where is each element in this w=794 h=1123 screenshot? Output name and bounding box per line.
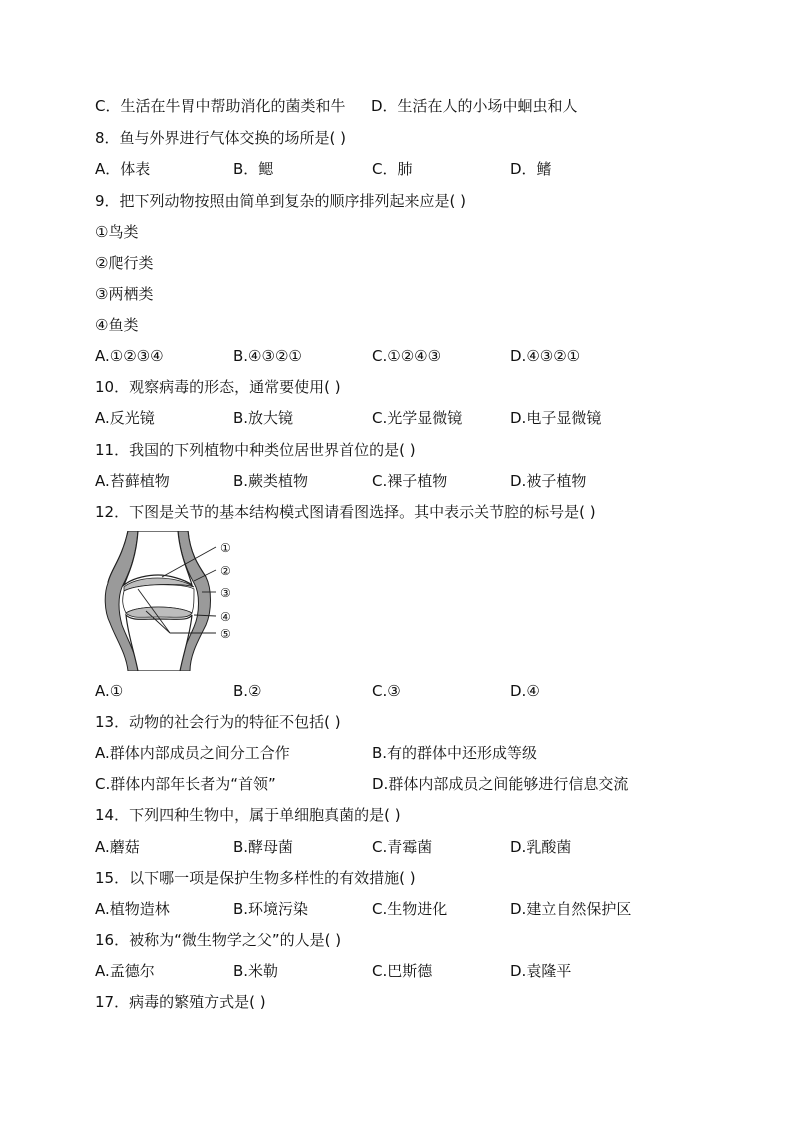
joint-structure-diagram	[98, 531, 248, 671]
q15-option-a[interactable]: A.植物造林	[95, 900, 170, 918]
q9-option-d[interactable]: D.④③②①	[510, 347, 581, 365]
q12-option-b[interactable]: B.②	[233, 682, 262, 700]
q14-option-c[interactable]: C.青霉菌	[372, 838, 433, 856]
q15-option-b[interactable]: B.环境污染	[233, 900, 309, 918]
q12-option-a[interactable]: A.①	[95, 682, 124, 700]
q11-option-c[interactable]: C.裸子植物	[372, 472, 448, 490]
q9-option-a[interactable]: A.①②③④	[95, 347, 164, 365]
q13-option-d[interactable]: D.群体内部成员之间能够进行信息交流	[372, 775, 629, 793]
q10-option-b[interactable]: B.放大镜	[233, 409, 294, 427]
label-2: ②	[220, 564, 231, 578]
q14-stem: 14．下列四种生物中，属于单细胞真菌的是( )	[95, 806, 401, 824]
q9-item-3: ③两栖类	[95, 285, 154, 303]
label-5: ⑤	[220, 627, 231, 641]
q8-option-a[interactable]: A．体表	[95, 160, 151, 178]
q15-option-d[interactable]: D.建立自然保护区	[510, 900, 632, 918]
q8-option-c[interactable]: C．肺	[372, 160, 413, 178]
q13-option-b[interactable]: B.有的群体中还形成等级	[372, 744, 538, 762]
label-1: ①	[220, 541, 231, 555]
q11-option-d[interactable]: D.被子植物	[510, 472, 587, 490]
q9-stem: 9．把下列动物按照由简单到复杂的顺序排列起来应是( )	[95, 192, 467, 210]
label-4: ④	[220, 610, 231, 624]
q10-option-c[interactable]: C.光学显微镜	[372, 409, 463, 427]
q12-stem: 12．下图是关节的基本结构模式图请看图选择。其中表示关节腔的标号是( )	[95, 503, 596, 521]
q16-option-b[interactable]: B.米勒	[233, 962, 279, 980]
q9-option-c[interactable]: C.①②④③	[372, 347, 442, 365]
q16-stem: 16．被称为“微生物学之父”的人是( )	[95, 931, 342, 949]
q8-option-b[interactable]: B．鳃	[233, 160, 274, 178]
q7-option-d[interactable]: D．生活在人的小场中蛔虫和人	[371, 97, 578, 115]
q17-stem: 17．病毒的繁殖方式是( )	[95, 993, 266, 1011]
q8-option-d[interactable]: D．鳍	[510, 160, 552, 178]
q10-stem: 10．观察病毒的形态，通常要使用( )	[95, 378, 341, 396]
q16-option-d[interactable]: D.袁隆平	[510, 962, 572, 980]
q12-option-c[interactable]: C.③	[372, 682, 401, 700]
q10-option-a[interactable]: A.反光镜	[95, 409, 155, 427]
q8-stem: 8．鱼与外界进行气体交换的场所是( )	[95, 129, 347, 147]
q11-option-a[interactable]: A.苔藓植物	[95, 472, 170, 490]
q15-stem: 15．以下哪一项是保护生物多样性的有效措施( )	[95, 869, 416, 887]
q9-item-2: ②爬行类	[95, 254, 154, 272]
q9-option-b[interactable]: B.④③②①	[233, 347, 302, 365]
q9-item-4: ④鱼类	[95, 316, 139, 334]
q15-option-c[interactable]: C.生物进化	[372, 900, 448, 918]
q10-option-d[interactable]: D.电子显微镜	[510, 409, 602, 427]
q14-option-b[interactable]: B.酵母菌	[233, 838, 294, 856]
q13-option-c[interactable]: C.群体内部年长者为“首领”	[95, 775, 276, 793]
q16-option-c[interactable]: C.巴斯德	[372, 962, 433, 980]
q16-option-a[interactable]: A.孟德尔	[95, 962, 155, 980]
q12-option-d[interactable]: D.④	[510, 682, 540, 700]
q11-stem: 11．我国的下列植物中种类位居世界首位的是( )	[95, 441, 416, 459]
q13-stem: 13．动物的社会行为的特征不包括( )	[95, 713, 341, 731]
q13-option-a[interactable]: A.群体内部成员之间分工合作	[95, 744, 290, 762]
q14-option-a[interactable]: A.蘑菇	[95, 838, 140, 856]
q7-option-c[interactable]: C．生活在牛胃中帮助消化的菌类和牛	[95, 97, 346, 115]
q14-option-d[interactable]: D.乳酸菌	[510, 838, 572, 856]
q9-item-1: ①鸟类	[95, 223, 139, 241]
label-3: ③	[220, 586, 231, 600]
q11-option-b[interactable]: B.蕨类植物	[233, 472, 309, 490]
